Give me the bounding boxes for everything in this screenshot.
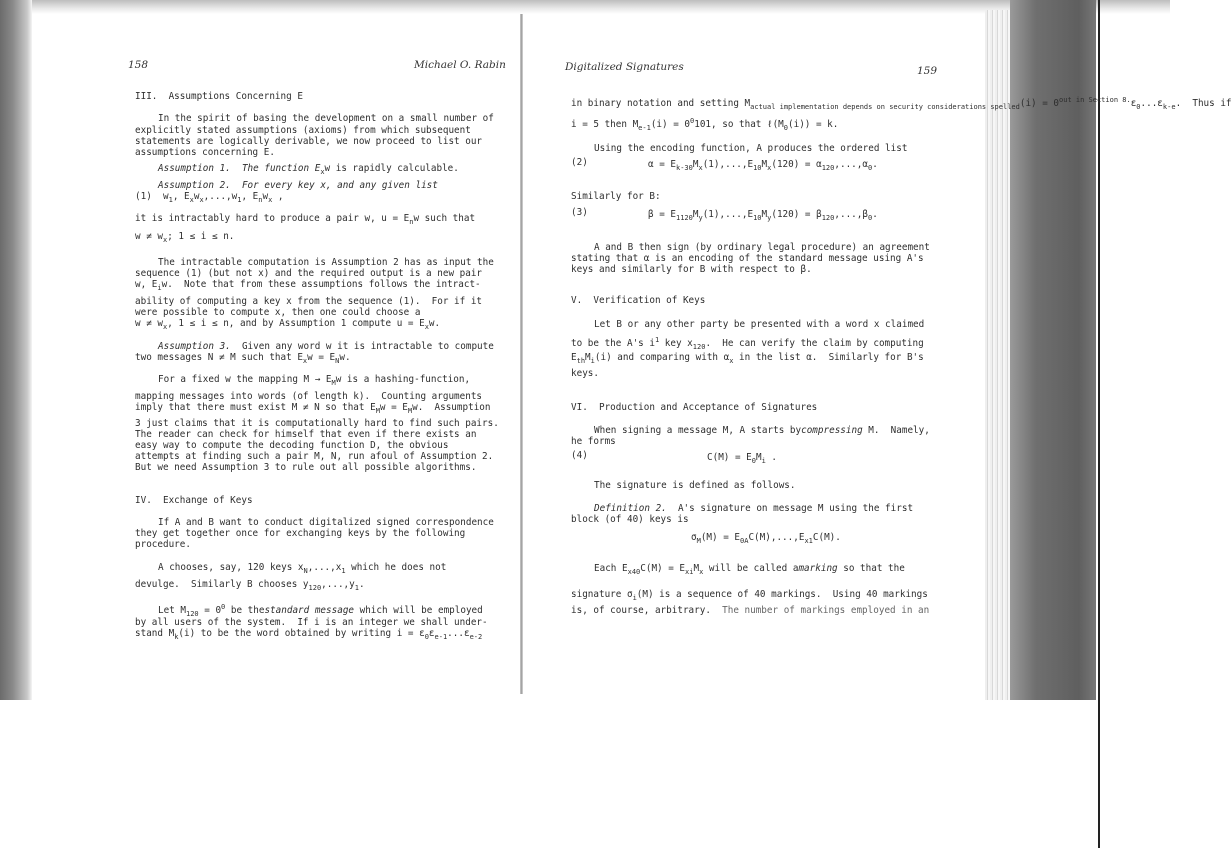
text-line: procedure. — [135, 539, 191, 550]
text-line: is, of course, arbitrary. The number of markings employed in an — [571, 605, 930, 616]
text-line: easy way to compute the decoding function D, the obvious — [135, 440, 449, 451]
text-line: The intractable computation is Assumption 2 has as input the — [158, 257, 494, 268]
assumption-1: Assumption 1. The function $E_xw$ is rapidly calculable. — [158, 163, 459, 176]
text-line: he forms — [571, 436, 616, 447]
text-line: i = 5 then $M_{e-1}(i) = 0^0101$, so that $\ell(M_0(i)) = k$. — [571, 117, 839, 132]
text-line: attempts at finding such a pair M, N, run afoul of Assumption 2. — [135, 451, 494, 462]
text-line: A and B then sign (by ordinary legal procedure) an agreement — [594, 242, 930, 253]
text-line: Let B or any other party be presented with a word x claimed — [594, 319, 925, 330]
section-heading-vi: VI. Production and Acceptance of Signatures — [571, 402, 818, 413]
scan-shadow-left — [0, 0, 32, 700]
text-line: In the spirit of basing the development on a small number of — [158, 113, 494, 124]
text-line: assumptions concerning E. — [135, 147, 275, 158]
text-line: $w \ne w_x$; 1 ≤ i ≤ n. — [135, 231, 235, 244]
equation-2-label: (2) — [571, 157, 588, 168]
text-line: w, $E_iw$. Note that from these assumptions follows the intract- — [135, 279, 481, 292]
text-line: imply that there must exist M ≠ N so that $E_Mw = E_Mw$. Assumption — [135, 402, 491, 415]
text-line: devulge. Similarly B chooses $y_{120},...,y_1$. — [135, 579, 365, 592]
text-line: were possible to compute x, then one could choose a — [135, 307, 421, 318]
section-heading-v: V. Verification of Keys — [571, 295, 706, 306]
definition-2: Definition 2. A's signature on message M using the first — [594, 503, 914, 514]
text-line: in binary notation and setting $M_{actual implementation depends on security considerations spelled}(i) = 0^{out in Section 8.}\varepsilon_0...\varepsilon_{k-e}$. Thus if — [571, 96, 1232, 111]
scan-border-line — [1098, 0, 1100, 848]
section-heading-iii: III. Assumptions Concerning E — [135, 91, 303, 102]
text-line: stand $M_k(i)$ to be the word obtained by writing $i = \varepsilon_0\varepsilon_{e-1}...\varepsilon_{e-2}$ — [135, 628, 483, 641]
right-page-number: 159 — [917, 65, 938, 77]
text-line: When signing a message M, A starts bycompressing M. Namely, — [594, 425, 930, 436]
text-line: signature $\sigma_i(M)$ is a sequence of 40 markings. Using 40 markings — [571, 589, 928, 602]
left-running-header: Michael O. Rabin — [414, 59, 506, 71]
equation-2: $\alpha = E_{k-30}M_x(1),...,E_{10}M_x(120) = \alpha_{120},...,\alpha_0$. — [648, 159, 878, 172]
book-gutter — [520, 14, 523, 694]
signature-equation: $\sigma_M(M) = E_{0A}C(M),...,E_{x1}C(M)$. — [691, 532, 841, 545]
text-line: mapping messages into words (of length k). Counting arguments — [135, 391, 483, 402]
text-line: 3 just claims that it is computationally hard to find such pairs. — [135, 418, 499, 429]
text-line: The reader can check for himself that even if there exists an — [135, 429, 477, 440]
text-line: explicitly stated assumptions (axioms) from which subsequent — [135, 125, 471, 136]
equation-1: (1) $w_1$, $E_xw_x,...,w_1$, $E_nw_x$ , — [135, 191, 284, 204]
text-line: But we need Assumption 3 to rule out all possible algorithms. — [135, 462, 477, 473]
text-line: sequence (1) (but not x) and the required output is a new pair — [135, 268, 483, 279]
text-line: Let $M_{120} = 0^0$ be thestandard message which will be employed — [158, 603, 483, 618]
text-line: Each $E_{x40}C(M) = E_{xi}M_x$ will be called amarking so that the — [594, 563, 905, 576]
text-line: Similarly for B: — [571, 191, 661, 202]
equation-3-label: (3) — [571, 207, 588, 218]
equation-4: $C(M) = E_0M_i$ . — [707, 452, 778, 465]
right-running-header: Digitalized Signatures — [565, 61, 684, 73]
text-line: $E_{th}M_i(i)$ and comparing with $\alpha_x$ in the list α. Similarly for B's — [571, 352, 924, 365]
text-line: block (of 40) keys is — [571, 514, 689, 525]
text-line: keys. — [571, 368, 599, 379]
assumption-2: Assumption 2. For every key x, and any given list — [158, 180, 438, 191]
text-line: two messages N ≠ M such that $E_xw = E_Nw$. — [135, 352, 351, 365]
text-line: The signature is defined as follows. — [594, 480, 796, 491]
text-line: it is intractably hard to produce a pair w, $u = E_nw$ such that — [135, 213, 476, 226]
text-line: For a fixed w the mapping $M \to E_Mw$ is a hashing-function, — [158, 374, 471, 387]
equation-3: $\beta = E_{1120}M_y(1),...,E_{10}M_y(120) = \beta_{120},...,\beta_0$. — [648, 209, 878, 222]
text-line: stating that α is an encoding of the standard message using A's — [571, 253, 924, 264]
text-line: by all users of the system. If i is an integer we shall under- — [135, 617, 488, 628]
text-line: keys and similarly for B with respect to β. — [571, 264, 812, 275]
equation-4-label: (4) — [571, 450, 588, 461]
text-line: to be the A's $i^1$ key $x_{120}$. He can verify the claim by computing — [571, 336, 924, 351]
assumption-3: Assumption 3. Given any word w it is intractable to compute — [158, 341, 494, 352]
text-line: they get together once for exchanging keys by the following — [135, 528, 466, 539]
text-line: Using the encoding function, A produces the ordered list — [594, 143, 908, 154]
text-line: statements are logically derivable, we now proceed to list our — [135, 136, 483, 147]
text-line: ability of computing a key x from the sequence (1). For if it — [135, 296, 483, 307]
text-line: If A and B want to conduct digitalized signed correspondence — [158, 517, 494, 528]
left-page-number: 158 — [128, 59, 149, 71]
text-line: A chooses, say, 120 keys $x_N,...,x_1$ which he does not — [158, 562, 447, 575]
text-line: $w \ne w_x$, 1 ≤ i ≤ n, and by Assumption 1 compute $u = E_xw$. — [135, 318, 441, 331]
section-heading-iv: IV. Exchange of Keys — [135, 495, 253, 506]
